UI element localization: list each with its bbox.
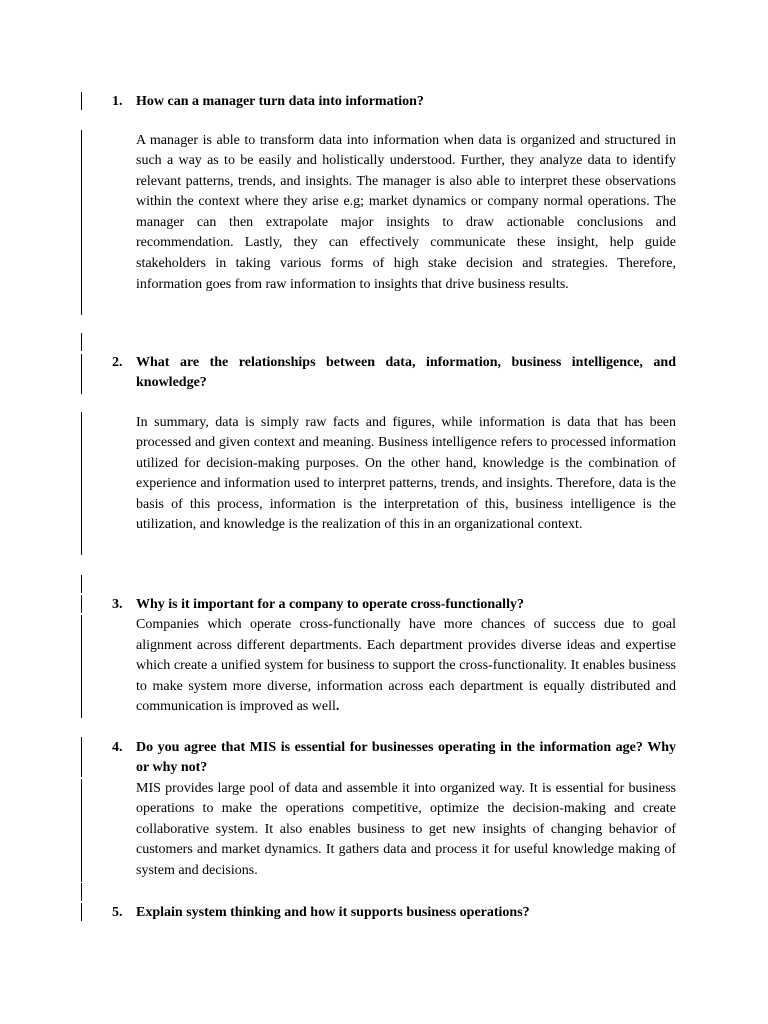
item-number: 2. [112, 354, 123, 370]
answer-paragraph: A manager is able to transform data into information when data is organized and structured in such a way as to be easily and holistically understood. Further, they analyze data to identify relevant patterns, trends, and insights. The manager is also able to interpret these observations within the context where they arise e.g; market dynamics or company normal operations. The manager can then extrapolate major insights to draw actionable conclusions and recommendation. Lastly, they can effectively communicate these insight, help guide stakeholders in taking various forms of high stake decision and strategies. Therefore, information goes from raw information to insights that drive business results. [136, 132, 676, 292]
question-heading: Do you agree that MIS is essential for businesses operating in the information age? Why or why not? [136, 739, 676, 776]
question-heading: Why is it important for a company to operate cross-functionally? [136, 596, 524, 612]
change-bar [81, 883, 82, 901]
change-bar [81, 903, 82, 921]
change-bar [81, 130, 82, 315]
answer-paragraph: In summary, data is simply raw facts and figures, while information is data that has been processed and given context and meaning. Business intelligence refers to processed information utilized for decision-making purposes. On the other hand, knowledge is the combination of experience and information used to interpret patterns, trends, and insights. Therefore, data is the basis of this process, information is the interpretation of this, business intelligence is the utilization, and knowledge is the realization of this in an organizational context. [136, 414, 676, 533]
answer-end-punctuation: . [335, 699, 340, 715]
change-bar [81, 595, 82, 613]
change-bar [81, 354, 82, 394]
item-number: 3. [112, 596, 123, 612]
question-heading: How can a manager turn data into information? [136, 94, 424, 109]
change-bar [81, 575, 82, 593]
change-bar [81, 615, 82, 718]
answer-paragraph [136, 615, 676, 718]
change-bar [81, 779, 82, 882]
change-bar [81, 737, 82, 777]
change-bar [81, 92, 82, 110]
item-number: 1. [112, 94, 123, 109]
change-bar [81, 412, 82, 555]
answer-paragraph: MIS provides large pool of data and assemble it into organized way. It is essential for business operations to make the operations competitive, optimize the decision-making and create collaborative system. It also enables business to get new insights of changing behavior of customers and market dynamics. It gathers data and process it for useful knowledge making of system and decisions. [136, 780, 676, 878]
question-heading: Explain system thinking and how it supports business operations? [136, 904, 530, 920]
answer-text: Companies which operate cross-functionally have more chances of success due to goal alignment across different departments. Each department provides diverse ideas and expertise which create a unified system for business to support the cross-functionality. It enables business to make system more diverse, information across each department is equally distributed and communication is improved as well [136, 617, 676, 715]
item-number: 4. [112, 739, 123, 755]
question-heading: What are the relationships between data, information, business intelligence, and knowledge? [136, 354, 676, 391]
item-number: 5. [112, 904, 123, 920]
change-bar [81, 333, 82, 351]
